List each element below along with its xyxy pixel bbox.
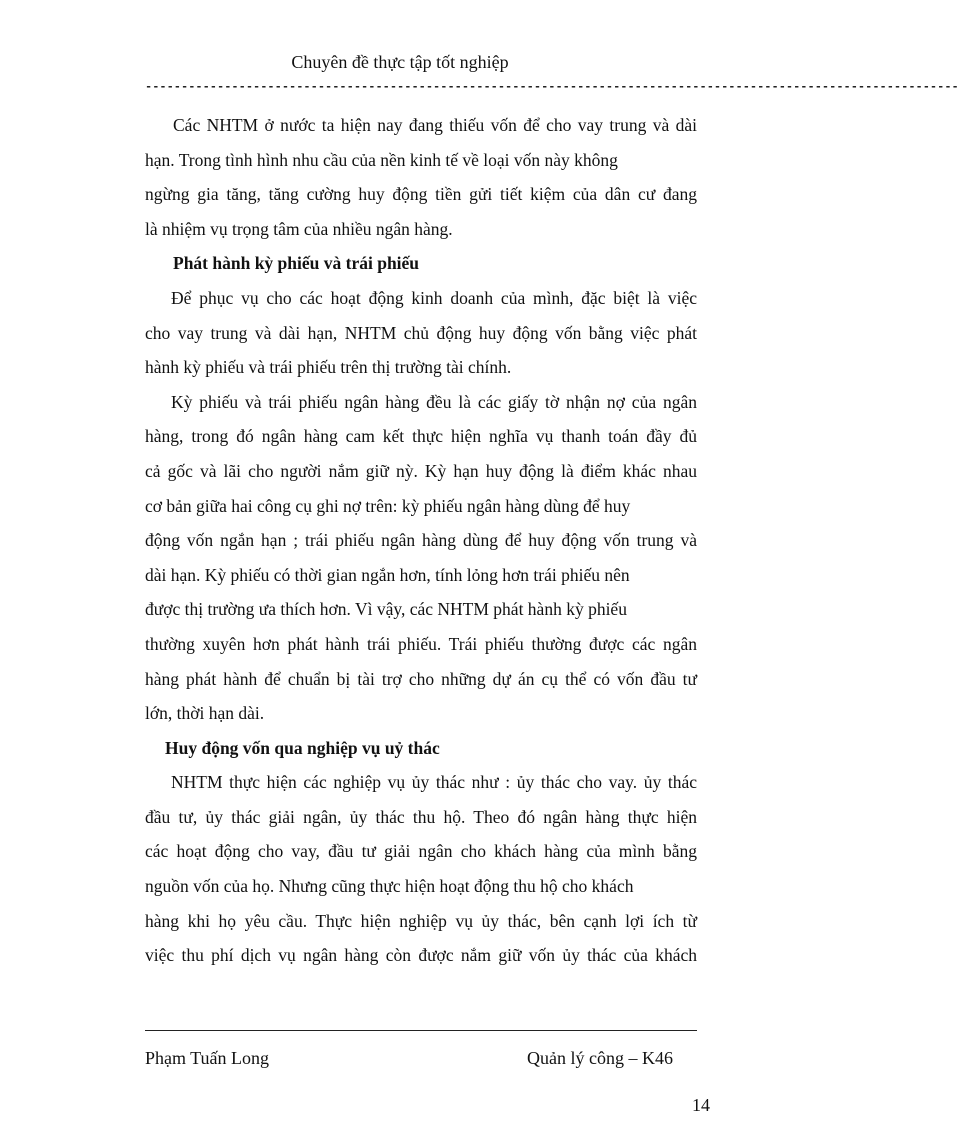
text-line: ngừng gia tăng, tăng cường huy động tiền gửi tiết kiệm của dân cư đang bbox=[145, 184, 697, 205]
text-line: hàng khi họ yêu cầu. Thực hiện nghiệp vụ ủy thác, bên cạnh lợi ích từ bbox=[145, 910, 697, 931]
text-line: hàng phát hành để chuẩn bị tài trợ cho những dự án cụ thể có vốn đầu tư bbox=[145, 668, 697, 689]
text-line: hành kỳ phiếu và trái phiếu trên thị trường tài chính. bbox=[145, 357, 512, 378]
text-line: cả gốc và lãi cho người nắm giữ nỳ. Kỳ hạn huy động là điểm khác nhau bbox=[145, 460, 697, 481]
footer-rule bbox=[145, 1030, 697, 1031]
text-line: dài hạn. Kỳ phiếu có thời gian ngắn hơn, tính lỏng hơn trái phiếu nên bbox=[145, 564, 630, 585]
section-heading: Phát hành kỳ phiếu và trái phiếu bbox=[173, 253, 420, 274]
footer-author: Phạm Tuấn Long bbox=[145, 1048, 270, 1068]
page-number: 14 bbox=[692, 1095, 710, 1115]
text-line: Để phục vụ cho các hoạt động kinh doanh của mình, đặc biệt là việc bbox=[171, 287, 697, 308]
paragraph bbox=[145, 281, 697, 385]
text-line: nguồn vốn của họ. Nhưng cũng thực hiện hoạt động thu hộ cho khách bbox=[145, 876, 634, 897]
text-line: đầu tư, ủy thác giải ngân, ủy thác thu hộ. Theo đó ngân hàng thực hiện bbox=[145, 806, 697, 827]
text-line: NHTM thực hiện các nghiệp vụ ủy thác như : ủy thác cho vay. ủy thác bbox=[171, 772, 697, 793]
page-header-title: Chuyên đề thực tập tốt nghiệp bbox=[291, 52, 509, 72]
text-line: cơ bản giữa hai công cụ ghi nợ trên: kỳ phiếu ngân hàng dùng để huy bbox=[145, 495, 631, 516]
text-line: hàng, trong đó ngân hàng cam kết thực hiện nghĩa vụ thanh toán đầy đủ bbox=[145, 426, 697, 447]
text-line: động vốn ngắn hạn ; trái phiếu ngân hàng dùng để huy động vốn trung và bbox=[145, 530, 697, 551]
text-line: thường xuyên hơn phát hành trái phiếu. Trái phiếu thường được các ngân bbox=[145, 633, 697, 654]
text-line: việc thu phí dịch vụ ngân hàng còn được nắm giữ vốn ủy thác của khách bbox=[145, 945, 697, 966]
paragraph bbox=[145, 765, 697, 973]
paragraph bbox=[145, 385, 697, 731]
header-dashed-rule: ----------------------------------------------------------------------------------------------------------------- bbox=[145, 80, 959, 94]
text-line: được thị trường ưa thích hơn. Vì vậy, các NHTM phát hành kỳ phiếu bbox=[145, 599, 627, 620]
text-line: hạn. Trong tình hình nhu cầu của nền kinh tế về loại vốn này không bbox=[145, 149, 618, 170]
document-body bbox=[145, 108, 697, 973]
paragraph bbox=[145, 108, 697, 246]
text-line: các hoạt động cho vay, đầu tư giải ngân cho khách hàng của mình bằng bbox=[145, 841, 697, 862]
footer-class: Quản lý công – K46 bbox=[527, 1048, 673, 1068]
text-line: cho vay trung và dài hạn, NHTM chủ động huy động vốn bằng việc phát bbox=[145, 322, 697, 343]
section-heading: Huy động vốn qua nghiệp vụ uỷ thác bbox=[165, 737, 440, 758]
text-line: Kỳ phiếu và trái phiếu ngân hàng đều là các giấy tờ nhận nợ của ngân bbox=[171, 391, 697, 412]
text-line: là nhiệm vụ trọng tâm của nhiều ngân hàng. bbox=[145, 218, 453, 239]
text-line: lớn, thời hạn dài. bbox=[145, 703, 265, 724]
text-line: Các NHTM ở nước ta hiện nay đang thiếu vốn để cho vay trung và dài bbox=[173, 115, 697, 135]
